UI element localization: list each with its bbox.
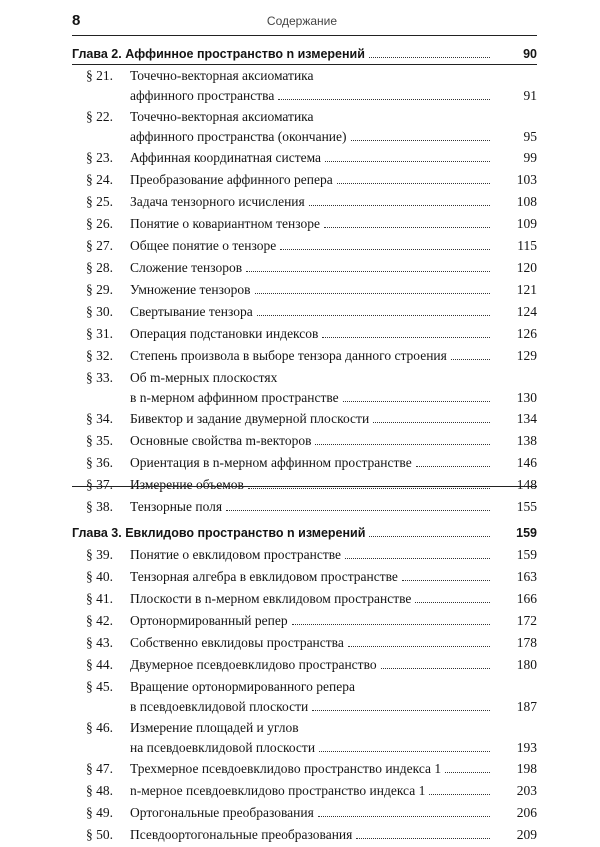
section-number: § 28. <box>86 260 113 275</box>
section-number: § 39. <box>86 547 113 562</box>
dot-leader <box>322 337 490 338</box>
section-number: § 38. <box>86 499 113 514</box>
title-line-2: аффинного пространства (окончание) <box>130 129 347 144</box>
page-ref: 187 <box>516 699 537 714</box>
page-ref: 206 <box>516 805 537 820</box>
section-number: § 37. <box>86 477 113 492</box>
title-text: Трехмерное псевдоевклидово пространство индекса 1 <box>130 761 442 776</box>
toc-entry <box>72 192 537 214</box>
entry-line <box>130 170 493 190</box>
entry-line <box>130 781 493 801</box>
title-line-2: в n-мерном аффинном пространстве <box>130 390 339 405</box>
dot-leader <box>325 161 490 162</box>
toc-entry <box>72 170 537 192</box>
page-ref: 109 <box>516 216 537 231</box>
section-number: § 24. <box>86 172 113 187</box>
section-number: § 40. <box>86 569 113 584</box>
section-number: § 50. <box>86 827 113 842</box>
chapter-heading <box>72 523 537 545</box>
section-title <box>130 803 493 823</box>
title-text: Псевдоортогональные преобразования <box>130 827 353 842</box>
entry-line <box>130 346 493 366</box>
page-ref: 115 <box>517 238 537 253</box>
section-number: § 27. <box>86 238 113 253</box>
page-ref: 178 <box>516 635 537 650</box>
entry-line <box>130 236 493 256</box>
toc-entry <box>72 107 537 148</box>
entry-line <box>72 523 493 543</box>
toc-entry <box>72 633 537 655</box>
entry-line <box>130 86 493 106</box>
section-title <box>130 475 493 495</box>
title-line-1: Точечно-векторная аксиоматика <box>130 109 314 124</box>
dot-leader <box>319 751 490 752</box>
section-number: § 49. <box>86 805 113 820</box>
section-number: § 36. <box>86 455 113 470</box>
chapter-rule <box>72 64 537 65</box>
entry-line <box>130 388 493 408</box>
title-line-1: Точечно-векторная аксиоматика <box>130 68 314 83</box>
page-ref: 90 <box>523 47 537 61</box>
chapter-heading <box>72 44 537 66</box>
chapter-title <box>72 44 493 64</box>
toc-entry <box>72 545 537 567</box>
entry-line <box>130 738 493 758</box>
title-text: Тензорные поля <box>130 499 223 514</box>
section-title <box>130 567 493 587</box>
dot-leader <box>343 401 490 402</box>
title-text: Двумерное псевдоевклидово пространство <box>130 657 377 672</box>
section-number: § 33. <box>86 370 113 385</box>
section-number: § 30. <box>86 304 113 319</box>
toc-entry <box>72 258 537 280</box>
title-text: Задача тензорного исчисления <box>130 194 305 209</box>
entry-line <box>130 697 493 717</box>
section-number: § 44. <box>86 657 113 672</box>
page-ref: 198 <box>516 761 537 776</box>
title-text: Операция подстановки индексов <box>130 326 319 341</box>
entry-line <box>130 258 493 278</box>
entry-line <box>130 148 493 168</box>
page-ref: 148 <box>516 477 537 492</box>
entry-line <box>72 44 493 64</box>
entry-line <box>130 475 493 495</box>
page-title: Содержание <box>266 14 338 28</box>
table-of-contents <box>72 44 537 847</box>
dot-leader <box>324 227 490 228</box>
dot-leader <box>318 816 490 817</box>
toc-entry <box>72 611 537 633</box>
dot-leader <box>255 293 490 294</box>
section-number: § 23. <box>86 150 113 165</box>
toc-entry <box>72 302 537 324</box>
section-title <box>130 655 493 675</box>
title-line-2: аффинного пространства <box>130 88 275 103</box>
toc-entry <box>72 214 537 236</box>
page-ref: 126 <box>516 326 537 341</box>
section-number: § 25. <box>86 194 113 209</box>
title-text: Умножение тензоров <box>130 282 251 297</box>
section-title <box>130 545 493 565</box>
page-ref: 159 <box>516 547 537 562</box>
page-ref: 124 <box>516 304 537 319</box>
page-ref: 166 <box>516 591 537 606</box>
toc-entry <box>72 346 537 368</box>
dot-leader <box>315 444 490 445</box>
section-number: § 32. <box>86 348 113 363</box>
section-title <box>130 324 493 344</box>
title-line-1: Об m-мерных плоскостях <box>130 370 278 385</box>
toc-entry <box>72 803 537 825</box>
toc-entry <box>72 431 537 453</box>
dot-leader <box>312 710 490 711</box>
entry-line <box>130 545 493 565</box>
section-number: § 42. <box>86 613 113 628</box>
dot-leader <box>292 624 490 625</box>
dot-leader <box>402 580 490 581</box>
dot-leader <box>416 466 490 467</box>
section-title <box>130 368 493 408</box>
page-ref: 108 <box>516 194 537 209</box>
entry-line <box>130 368 493 388</box>
entry-line <box>130 192 493 212</box>
section-title <box>130 148 493 168</box>
title-text: n-мерное псевдоевклидово пространство индекса 1 <box>130 783 426 798</box>
title-text: Аффинная координатная система <box>130 150 322 165</box>
toc-entry <box>72 655 537 677</box>
section-title <box>130 431 493 451</box>
toc-entry <box>72 66 537 107</box>
entry-line <box>130 214 493 234</box>
dot-leader <box>356 838 490 839</box>
entry-line <box>130 677 493 697</box>
page-ref: 203 <box>516 783 537 798</box>
dot-leader <box>348 646 490 647</box>
entry-line <box>130 611 493 631</box>
entry-line <box>130 589 493 609</box>
title-text: Бивектор и задание двумерной плоскости <box>130 411 370 426</box>
toc-entry <box>72 825 537 847</box>
chapter-title <box>72 523 493 543</box>
section-title <box>130 280 493 300</box>
toc-entry <box>72 589 537 611</box>
title-text: Сложение тензоров <box>130 260 243 275</box>
section-title <box>130 759 493 779</box>
page-number: 8 <box>72 12 81 29</box>
entry-line <box>130 759 493 779</box>
entry-line <box>130 633 493 653</box>
dot-leader <box>280 249 490 250</box>
section-number: § 47. <box>86 761 113 776</box>
page-ref: 129 <box>516 348 537 363</box>
title-text: Плоскости в n-мерном евклидовом пространстве <box>130 591 412 606</box>
section-title <box>130 236 493 256</box>
section-title <box>130 346 493 366</box>
page-ref: 180 <box>516 657 537 672</box>
page-ref: 121 <box>516 282 537 297</box>
section-number: § 41. <box>86 591 113 606</box>
dot-leader <box>415 602 490 603</box>
section-number: § 46. <box>86 720 113 735</box>
section-title <box>130 781 493 801</box>
page-header <box>72 10 532 36</box>
section-title <box>130 302 493 322</box>
toc-entry <box>72 280 537 302</box>
entry-line <box>130 66 493 86</box>
section-title <box>130 611 493 631</box>
dot-leader <box>373 422 490 423</box>
section-number: § 45. <box>86 679 113 694</box>
title-text: Ортогональные преобразования <box>130 805 314 820</box>
page-ref: 91 <box>523 88 537 103</box>
toc-entry <box>72 759 537 781</box>
section-title <box>130 409 493 429</box>
toc-entry <box>72 567 537 589</box>
title-text: Общее понятие о тензоре <box>130 238 277 253</box>
toc-entry <box>72 718 537 759</box>
section-number: § 31. <box>86 326 113 341</box>
dot-leader <box>257 315 490 316</box>
toc-entry <box>72 368 537 409</box>
page-ref: 138 <box>516 433 537 448</box>
dot-leader <box>337 183 490 184</box>
chapter-label: Глава 2. Аффинное пространство n измерений <box>72 47 365 61</box>
page-ref: 209 <box>516 827 537 842</box>
toc-entry <box>72 409 537 431</box>
title-line-1: Измерение площадей и углов <box>130 720 299 735</box>
section-title <box>130 170 493 190</box>
page-ref: 130 <box>516 390 537 405</box>
entry-line <box>130 453 493 473</box>
section-title <box>130 258 493 278</box>
dot-leader <box>248 488 490 489</box>
entry-line <box>130 567 493 587</box>
section-number: § 48. <box>86 783 113 798</box>
title-text: Свертывание тензора <box>130 304 253 319</box>
dot-leader <box>451 359 490 360</box>
title-text: Преобразование аффинного репера <box>130 172 333 187</box>
entry-line <box>130 718 493 738</box>
section-title <box>130 497 493 517</box>
dot-leader <box>369 57 490 58</box>
toc-entry <box>72 781 537 803</box>
section-number: § 34. <box>86 411 113 426</box>
page-ref: 155 <box>516 499 537 514</box>
dot-leader <box>345 558 490 559</box>
dot-leader <box>351 140 490 141</box>
title-text: Степень произвола в выборе тензора данного строения <box>130 348 447 363</box>
title-line-2: в псевдоевклидовой плоскости <box>130 699 309 714</box>
dot-leader <box>246 271 490 272</box>
section-title <box>130 107 493 147</box>
entry-line <box>130 280 493 300</box>
section-number: § 26. <box>86 216 113 231</box>
title-text: Понятие о ковариантном тензоре <box>130 216 320 231</box>
section-number: § 22. <box>86 109 113 124</box>
toc-entry <box>72 324 537 346</box>
section-title <box>130 453 493 473</box>
dot-leader <box>226 510 490 511</box>
title-text: Тензорная алгебра в евклидовом пространстве <box>130 569 398 584</box>
section-number: § 21. <box>86 68 113 83</box>
title-text: Ортонормированный репер <box>130 613 288 628</box>
entry-line <box>130 803 493 823</box>
section-title <box>130 677 493 717</box>
section-title <box>130 825 493 845</box>
section-title <box>130 66 493 106</box>
chapter-label: Глава 3. Евклидово пространство n измерений <box>72 526 366 540</box>
entry-line <box>130 302 493 322</box>
dot-leader <box>309 205 490 206</box>
page-ref: 99 <box>523 150 537 165</box>
title-text: Собственно евклидовы пространства <box>130 635 344 650</box>
entry-line <box>130 324 493 344</box>
page-ref: 95 <box>523 129 537 144</box>
entry-line <box>130 497 493 517</box>
toc-entry <box>72 453 537 475</box>
section-title <box>130 718 493 758</box>
page-ref: 146 <box>516 455 537 470</box>
title-text: Ориентация в n-мерном аффинном пространстве <box>130 455 412 470</box>
dot-leader <box>429 794 490 795</box>
toc-entry <box>72 148 537 170</box>
toc-entry <box>72 236 537 258</box>
section-title <box>130 214 493 234</box>
header-rule <box>72 35 537 36</box>
page-ref: 159 <box>516 526 537 540</box>
entry-line <box>130 127 493 147</box>
chapter-rule <box>72 486 537 487</box>
dot-leader <box>278 99 490 100</box>
title-text: Понятие о евклидовом пространстве <box>130 547 342 562</box>
dot-leader <box>381 668 490 669</box>
page-ref: 163 <box>516 569 537 584</box>
entry-line <box>130 107 493 127</box>
section-number: § 35. <box>86 433 113 448</box>
page-ref: 134 <box>516 411 537 426</box>
entry-line <box>130 825 493 845</box>
page-ref: 193 <box>516 740 537 755</box>
section-title <box>130 192 493 212</box>
section-number: § 43. <box>86 635 113 650</box>
title-text: Измерение объемов <box>130 477 244 492</box>
page-ref: 120 <box>516 260 537 275</box>
title-text: Основные свойства m-векторов <box>130 433 312 448</box>
dot-leader <box>445 772 490 773</box>
title-line-1: Вращение ортонормированного репера <box>130 679 355 694</box>
page-ref: 103 <box>516 172 537 187</box>
toc-entry <box>72 677 537 718</box>
section-title <box>130 633 493 653</box>
section-title <box>130 589 493 609</box>
entry-line <box>130 431 493 451</box>
entry-line <box>130 409 493 429</box>
section-number: § 29. <box>86 282 113 297</box>
page-ref: 172 <box>516 613 537 628</box>
dot-leader <box>369 536 490 537</box>
toc-entry <box>72 497 537 519</box>
title-line-2: на псевдоевклидовой плоскости <box>130 740 316 755</box>
entry-line <box>130 655 493 675</box>
